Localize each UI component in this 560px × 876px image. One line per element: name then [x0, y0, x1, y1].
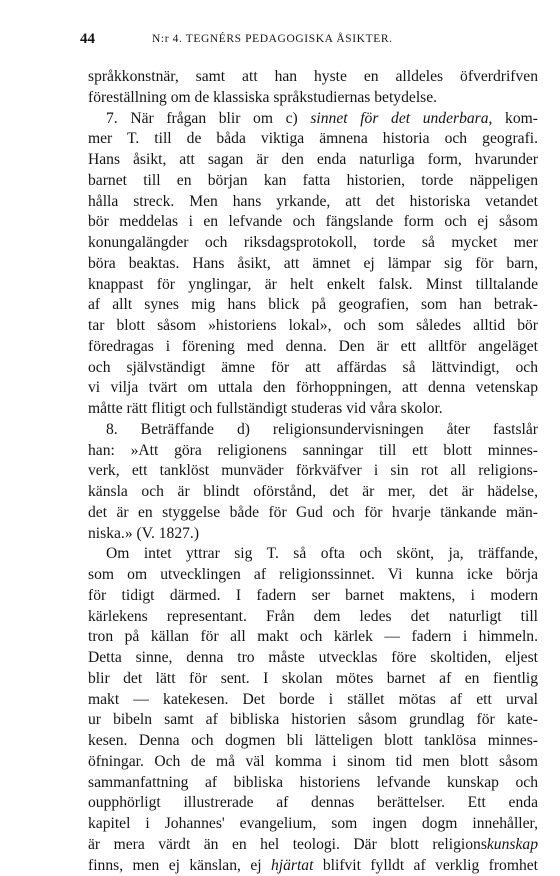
text-line	[88, 378, 538, 399]
line-text: tar blott såsom »historiens lokal», och som således alltid bör	[88, 317, 538, 334]
line-text: och självständigt ämne för att affärdas så lättvindigt, och	[88, 359, 538, 376]
line-text: blifvit fylldt af verklig fromhet	[313, 857, 538, 874]
text-line	[88, 67, 538, 88]
line-text: af allt synes mig hans blick på geografien, som han betrak-	[88, 296, 538, 313]
text-line	[88, 690, 538, 711]
text-line	[88, 607, 538, 628]
line-text: barnet till en början kan fatta historien, torde näppeligen	[88, 172, 538, 189]
text-line	[88, 648, 538, 669]
line-text: bör meddelas i en lefvande och fängslande form och ej såsom	[88, 213, 538, 230]
text-line	[88, 150, 538, 171]
text-line	[88, 420, 538, 441]
line-text: makt — katekesen. Det borde i stället mötas af ett urval	[88, 691, 538, 708]
line-text: som om utvecklingen af religionssinnet. Vi kunna icke börja	[88, 566, 538, 583]
text-line	[88, 441, 538, 462]
text-line	[88, 856, 538, 876]
body-text	[88, 67, 538, 876]
text-line	[88, 482, 538, 503]
line-text: språkkonstnär, samt att han hyste en alldeles öfverdrifven	[88, 68, 538, 85]
line-text: böra beaktas. Hans åsikt, att ämnet ej lämpar sig för barn,	[88, 255, 538, 272]
page-number: 44	[80, 31, 95, 48]
text-line	[88, 710, 538, 731]
line-text: föreställning om de klassiska språkstudiernas betydelse.	[88, 89, 437, 106]
line-text: är mera värdt än en hel teologi. Där blott religions	[88, 836, 487, 853]
line-text: blir det lätt för sent. I skolan mötes barnet af en fientlig	[88, 670, 538, 687]
text-line	[88, 275, 538, 296]
line-text: för tidigt därmed. I fadern ser barnet maktens, i modern	[88, 587, 538, 604]
line-text: kesen. Denna och dogmen bli lätteligen blott tanklösa minnes-	[88, 732, 538, 749]
text-line	[88, 88, 538, 109]
text-line	[88, 773, 538, 794]
text-line	[88, 565, 538, 586]
text-line	[88, 358, 538, 379]
line-text: det är en styggelse både för Gud och för hvarje tänkande män-	[88, 504, 538, 521]
line-text: kärlekens representant. Från dem ledes det naturligt till	[88, 608, 538, 625]
text-line	[88, 752, 538, 773]
line-text: 7. När frågan blir om c)	[106, 110, 310, 127]
line-text: kapitel i Johannes' evangelium, som ingen dogm innehåller,	[88, 815, 538, 832]
text-line	[88, 793, 538, 814]
text-line	[88, 835, 538, 856]
emphasis-text: sinnet för det underbara,	[310, 110, 492, 127]
line-text: 8. Beträffande d) religionsundervisningen åter fastslår	[106, 421, 538, 438]
line-text: måtte rätt flitigt och fullständigt studeras vid våra skolor.	[88, 400, 443, 417]
text-line	[88, 669, 538, 690]
line-text: knappast för ynglingar, är helt enkelt falsk. Minst tilltalande	[88, 276, 538, 293]
line-text: Hans åsikt, att sagan är den enda naturliga form, hvarunder	[88, 151, 538, 168]
line-text: Om intet yttrar sig T. så ofta och skönt, ja, träffande,	[106, 545, 538, 562]
line-text: föredragas i förening med denna. Den är ett alltför angeläget	[88, 338, 538, 355]
emphasis-text: kunskap	[487, 836, 538, 853]
page-header	[88, 31, 538, 53]
text-line	[88, 316, 538, 337]
text-line	[88, 212, 538, 233]
line-text: hålla streck. Men hans yrkande, att det historiska vetandet	[88, 193, 538, 210]
text-line	[88, 192, 538, 213]
line-text: sammanfattning af bibliska historiens lefvande kunskap och	[88, 774, 538, 791]
line-text: tron på källan för all makt och kärlek — fadern i himmeln.	[88, 628, 538, 645]
text-line	[88, 814, 538, 835]
text-line	[88, 109, 538, 130]
line-text: konungalängder och riksdagsprotokoll, torde så mycket mer	[88, 234, 538, 251]
text-line	[88, 544, 538, 565]
line-text: mer T. till de båda viktiga ämnena historia och geografi.	[88, 130, 538, 147]
text-line	[88, 586, 538, 607]
line-text: kom-	[492, 110, 538, 127]
line-text: verk, ett tanklöst munväder förkväfver i sin rot all religions-	[88, 462, 538, 479]
text-line	[88, 254, 538, 275]
line-text: känsla och är blindt oförstånd, det är mer, det är hädelse,	[88, 483, 538, 500]
line-text: öfningar. Och de må väl komma i sinom tid men blott såsom	[88, 753, 538, 770]
running-title: N:r 4. TEGNÉRS PEDAGOGISKA ÅSIKTER.	[152, 33, 393, 45]
text-line	[88, 627, 538, 648]
line-text: oupphörligt illustrerade af dennas berättelser. Ett enda	[88, 794, 538, 811]
text-line	[88, 171, 538, 192]
text-line	[88, 295, 538, 316]
line-text: vi vilja tvärt om uttala den förhoppningen, att denna vetenskap	[88, 379, 538, 396]
text-line	[88, 129, 538, 150]
text-line	[88, 461, 538, 482]
text-line	[88, 503, 538, 524]
text-line	[88, 337, 538, 358]
line-text: ur bibeln samt af bibliska historien såsom grundlag för kate-	[88, 711, 538, 728]
text-line	[88, 399, 538, 420]
line-text: Detta sinne, denna tro måste utvecklas före skoltiden, eljest	[88, 649, 538, 666]
emphasis-text: hjärtat	[271, 857, 313, 874]
line-text: han: »Att göra religionens sanningar till ett blott minnes-	[88, 442, 538, 459]
text-line	[88, 524, 538, 545]
line-text: niska.» (V. 1827.)	[88, 525, 199, 542]
line-text: finns, men ej känslan, ej	[88, 857, 271, 874]
text-line	[88, 731, 538, 752]
text-line	[88, 233, 538, 254]
